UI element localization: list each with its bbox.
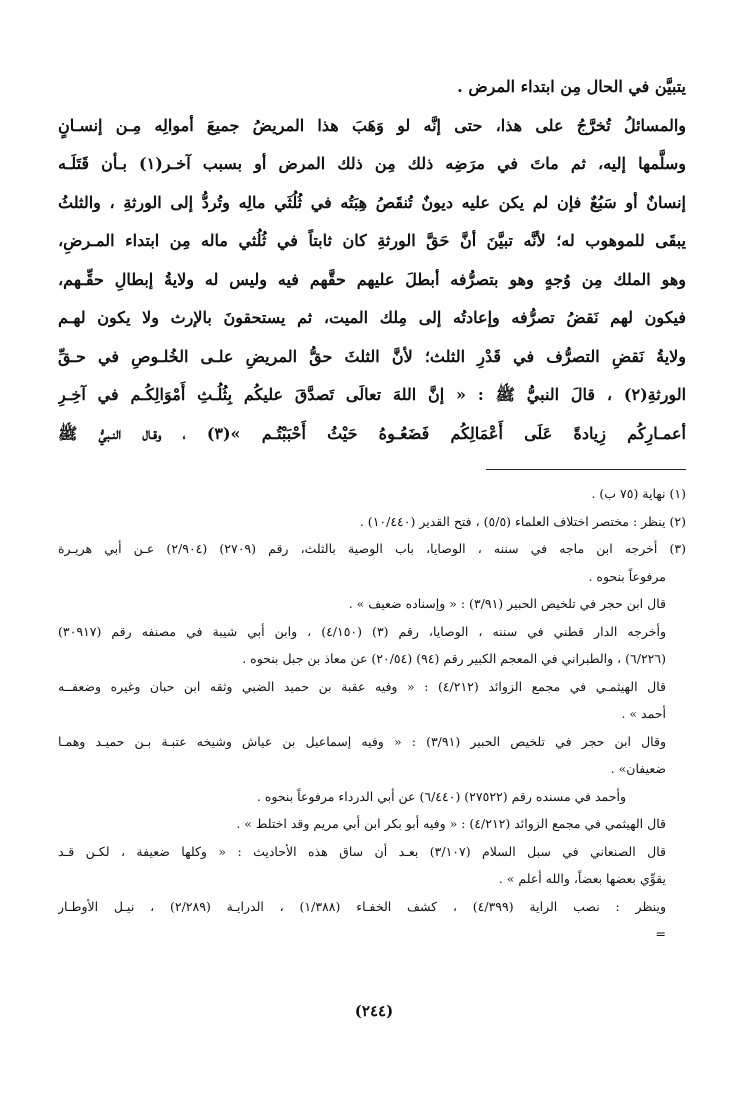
footnote-line: قال الهيثمـي في مجمع الزوائد (٤/٢١٢) : « وفيه عقبة بن حميد الضبي وثقه ابن حبان وغيره وضعفــه — [58, 678, 666, 694]
footnote-line: وأحمد في مسنده رقم (٢٧٥٢٢) (٦/٤٤٠) عن أبي الدرداء مرفوعاً بنحوه . — [256, 788, 626, 804]
footnotes-block — [58, 480, 686, 948]
main-text-line: وسلَّمها إليه، ثم ماتَ في مرَضِه ذلك مِن ذلك المرض أو بسبب آخـر(١) بـأن قَتَلَـه — [58, 154, 686, 173]
footnote-line: (٦/٢٢٦) ، والطبراني في المعجم الكبير رقم (٩٤) (٢٠/٥٤) عن معاذ بن جبل بنحوه . — [242, 651, 666, 666]
main-text-line: يبقَى للموهوب له؛ لأنَّه تبيَّنَ أنَّ حَقَّ الورثةِ كان ثابتاً في ثُلُثي ماله مِن ابتداء المـرضِ، — [58, 231, 686, 250]
main-text-line: الورثةِ(٢) ، قالَ النبيُّ ﷺ : « إنَّ اللهَ تعالَى تَصدَّقَ عليكُم بِثُلُـثِ أَمْوَالِكُـم في آخِـرِ — [58, 385, 686, 404]
footnote-line: أحمد » . — [621, 706, 666, 721]
main-text-block — [58, 68, 686, 453]
footnote-line: قال الصنعاني في سبل السلام (٣/١٠٧) بعـد أن ساق هذه الأحاديث : « وكلها ضعيفة ، لكـن قـد — [58, 843, 667, 859]
footnote-separator — [486, 469, 686, 470]
main-text-line: ولايةُ نَقضِ التصرُّف في قَدْرِ الثلث؛ لأنَّ الثلثَ حقُّ المريضِ علـى الخُلـوصِ في حـقِّ — [58, 346, 686, 366]
footnote-continuation-mark: = — [655, 926, 666, 941]
footnote-line: قال ابن حجر في تلخيص الحبير (٣/٩١) : « وإسناده ضعيف » . — [348, 596, 666, 611]
footnote-3: (٣) أخرجه ابن ماجه في سننه ، الوصايا، باب الوصية بالثلث، رقم (٢٧٠٩) (٢/٩٠٤) عـن أبي هريـرة — [58, 541, 686, 556]
footnote-line: وقال ابن حجر في تلخيص الحبير (٣/٩١) : « وفيه إسماعيل بن عياش وشيخه عتبـة بـن حميـد وهمـا — [58, 733, 666, 749]
page-number: (٢٤٤) — [354, 1002, 394, 1020]
main-text-line: فيكون لهم نَقضُ تصرُّفه وإعادتُه إلى مِلك الميت، ثم يستحقونَ بالإرث ولا يكون لهـم — [58, 308, 686, 327]
main-text-line: إنسانٌ أو سَبُعٌ فإن لم يكن عليه ديونٌ تُنقَصُ هِبَتُه في ثُلُثَي مالِه وتُردُّ إلى الورثةِ ، والثلثُ — [58, 192, 686, 212]
footnote-line: وينظر : نصب الراية (٤/٣٩٩) ، كشف الخفـاء (١/٣٨٨) ، الدرايـة (٢/٢٨٩) ، نيـل الأوطـار — [58, 898, 666, 914]
footnote-line: يقوِّي بعضها بعضاً، والله أعلم » . — [498, 871, 666, 886]
footnote-line: ضعيفان» . — [610, 761, 666, 776]
main-text-line: وهو الملك مِن وُجهٍ وهو بتصرُّفه أبطلَ عليهم حقَّهم فيه وليس له ولايةُ إبطالِ حقِّـهم، — [58, 269, 686, 289]
footnote-line: مرفوعاً بنحوه . — [588, 568, 666, 584]
main-text-line: يتبيَّن في الحال مِن ابتداء المرض . — [457, 77, 686, 96]
footnote-line: قال الهيثمي في مجمع الزوائد (٤/٢١٢) : « وفيه أبو بكر ابن أبي مريم وقد اختلط » . — [236, 816, 666, 831]
main-text-line: والمسائلُ تُخرَّجُ على هذا، حتى إنَّه لو وَهَبَ هذا المريضُ جميعَ أموالِه مِـن إنسـانٍ — [58, 115, 686, 135]
footnote-2: (٢) ينظر : مختصر اختلاف العلماء (٥/٥) ، فتح القدير (١٠/٤٤٠) . — [359, 513, 686, 529]
footnote-line: وأخرجه الدار قطني في سننه ، الوصايا، رقم (٣) (٤/١٥٠) ، وابن أبي شيبة في مصنفه رقم (٣٠٩١٧) — [58, 623, 666, 639]
main-text-line: أعمـارِكُم زِيادةً عَلَى أَعْمَالِكُم فَضَعُـوهُ حَيْثُ أَحْبَبْتُـم »(٣) ، وقـال النـبيُّ ﷺ — [58, 423, 686, 443]
footnote-1: (١) نهاية (٧٥ ب) . — [591, 486, 686, 501]
